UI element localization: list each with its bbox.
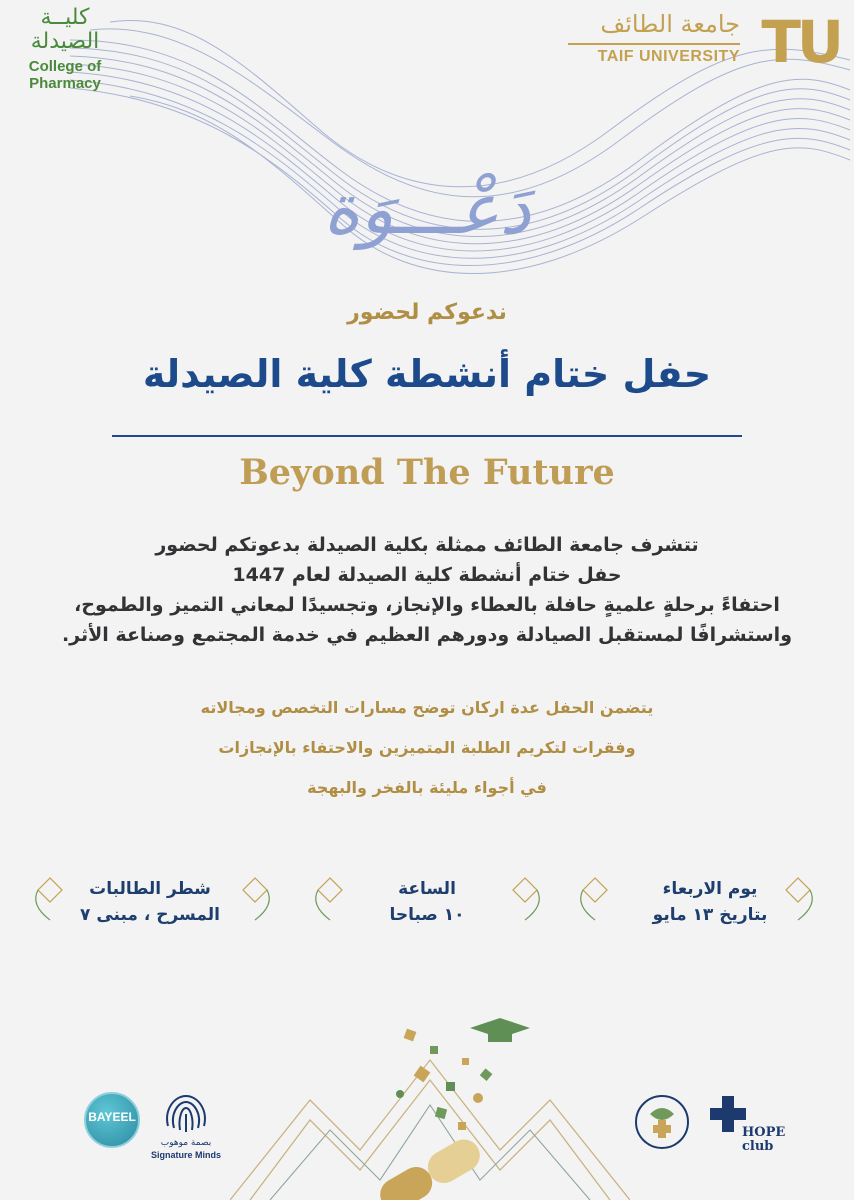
event-campus: شطر الطالبات	[89, 879, 211, 899]
event-time-value: ١٠ صباحا	[389, 905, 465, 925]
hope-club-line2: club	[742, 1139, 774, 1154]
highlight-line: يتضمن الحفل عدة اركان توضح مسارات التخصص ومجالاته	[200, 698, 654, 717]
college-arabic-line2: الصيدلة	[30, 29, 100, 54]
hope-club-name	[742, 1126, 785, 1154]
college-arabic-line1: كليــة	[40, 5, 90, 30]
college-of-pharmacy-logo	[10, 2, 120, 97]
highlight-line: وفقرات لتكريم الطلبة المتميزين والاحتفاء بالإنجازات	[218, 738, 636, 757]
tu-monogram: TU	[761, 8, 840, 76]
event-title: حفل ختام أنشطة كلية الصيدلة	[142, 352, 712, 396]
signature-club-english: Signature Minds	[150, 1150, 221, 1160]
program-highlights	[20, 688, 834, 808]
event-day: يوم الاربعاء	[662, 879, 758, 899]
event-time	[307, 876, 547, 928]
event-venue: المسرح ، مبنى ٧	[80, 905, 220, 925]
body-line: احتفاءً برحلةٍ علميةٍ حافلة بالعطاء والإنجاز، وتجسيدًا لمعاني التميز والطموح،	[74, 594, 780, 616]
bayeel-club-name: BAYEEL	[88, 1110, 136, 1124]
taif-logo-rule	[568, 43, 740, 45]
event-theme: Beyond The Future	[239, 452, 615, 493]
taif-english-name: TAIF UNIVERSITY	[597, 48, 740, 65]
signature-club-arabic: بصمة موهوب	[160, 1138, 212, 1148]
invitation-body	[20, 530, 834, 650]
event-time-label: الساعة	[398, 879, 456, 899]
graduation-capsule-illustration	[230, 1010, 630, 1200]
body-line: حفل ختام أنشطة كلية الصيدلة لعام 1447	[232, 564, 622, 586]
invite-line: ندعوكم لحضور	[347, 300, 507, 325]
body-line: واستشرافًا لمستقبل الصيادلة ودورهم العظيم في خدمة المجتمع وصناعة الأثر.	[61, 624, 793, 646]
event-date	[590, 876, 830, 928]
title-divider	[112, 435, 742, 437]
body-line: تتشرف جامعة الطائف ممثلة بكلية الصيدلة بدعوتكم لحضور	[155, 534, 699, 556]
fingerprint-icon	[160, 1090, 212, 1136]
invitation-calligraphy: دَعْـــوَة	[323, 168, 531, 250]
event-date-value: بتاريخ ١٣ مايو	[652, 905, 768, 925]
college-english-name: College of Pharmacy	[28, 58, 102, 92]
taif-arabic-name: جامعة الطائف	[600, 10, 740, 38]
taif-university-logo	[510, 8, 840, 76]
event-location	[30, 876, 270, 928]
pharmaceutical-care-logo	[632, 1092, 692, 1152]
hope-club-line1: HOPE	[742, 1125, 786, 1140]
highlight-line: في أجواء مليئة بالفخر والبهجة	[307, 778, 547, 797]
